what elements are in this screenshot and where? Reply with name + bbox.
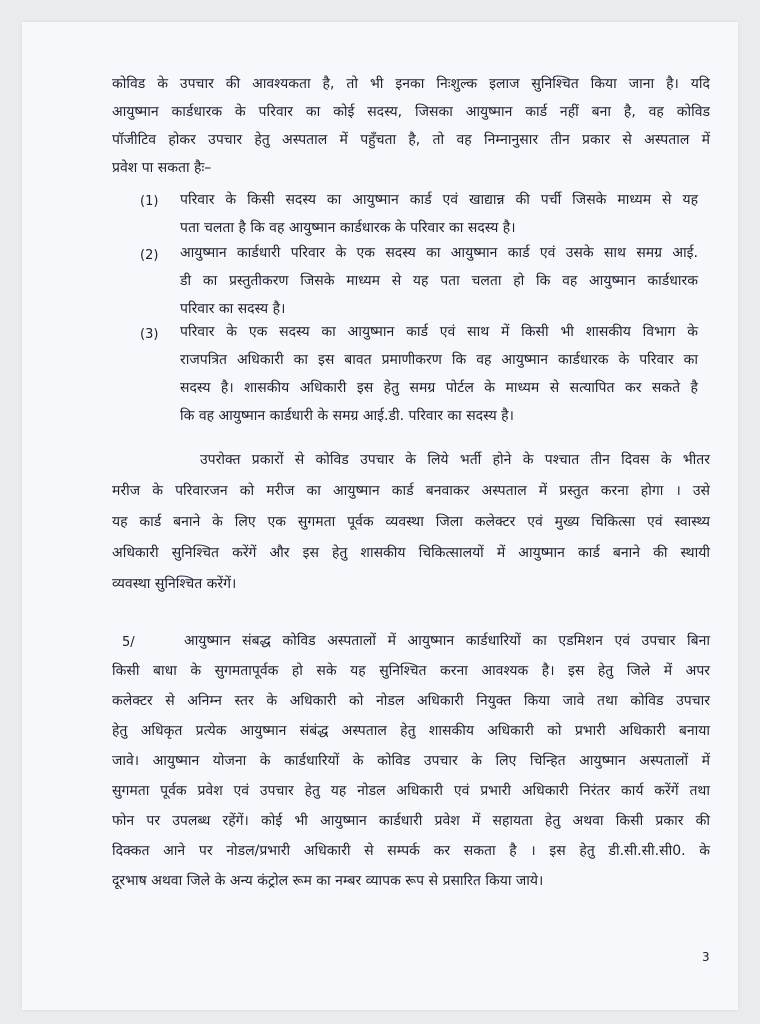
list-item-line: आयुष्मान कार्डधारी परिवार के एक सदस्य का आयुष्मान कार्ड एवं उसके साथ समग्र आई. — [180, 245, 698, 261]
followup-line: अधिकारी सुनिश्चित करेंगें और इस हेतु शासकीय चिकित्सालयों में आयुष्मान कार्ड बनाने की स्थायी — [112, 545, 710, 561]
followup-line: यह कार्ड बनाने के लिए एक सुगमता पूर्वक व्यवस्था जिला कलेक्टर एवं मुख्य चिकित्सा एवं स्वास्थ्य — [112, 514, 710, 530]
followup-line: व्यवस्था सुनिश्चित करेंगें। — [112, 576, 237, 592]
followup-line: मरीज के परिवारजन को मरीज का आयुष्मान कार्ड बनवाकर अस्पताल में प्रस्तुत करना होगा । उसे — [112, 483, 710, 499]
list-item-line: परिवार के एक सदस्य का आयुष्मान कार्ड एवं साथ में किसी भी शासकीय विभाग के — [180, 324, 698, 340]
section-5-line: जावे। आयुष्मान योजना के कार्डधारियों के कोविड उपचार के लिए चिन्हित आयुष्मान अस्पतालों में — [112, 753, 710, 769]
section-5-line: किसी बाधा के सुगमतापूर्वक हो सके यह सुनिश्चित करना आवश्यक है। इस हेतु जिले में अपर — [112, 663, 710, 679]
list-item-number: (2) — [140, 248, 159, 263]
intro-line: कोविड के उपचार की आवश्यकता है, तो भी इनका निःशुल्क इलाज सुनिश्चित किया जाना है। यदि — [112, 76, 710, 92]
list-item-line: सदस्य है। शासकीय अधिकारी इस हेतु समग्र पोर्टल के माध्यम से सत्यापित कर सकते है — [180, 380, 698, 396]
intro-line: पॉजीटिव होकर उपचार हेतु अस्पताल में पहुँचता है, तो वह निम्नानुसार तीन प्रकार से अस्पताल में — [112, 132, 710, 148]
list-item-line: पता चलता है कि वह आयुष्मान कार्डधारक के परिवार का सदस्य है। — [180, 220, 516, 236]
document-page — [22, 22, 738, 1010]
section-5-line: दूरभाष अथवा जिले के अन्य कंट्रोल रूम का नम्बर व्यापक रूप से प्रसारित किया जाये। — [112, 873, 544, 889]
section-5-line: कलेक्टर से अनिम्न स्तर के अधिकारी को नोडल अधिकारी नियुक्त किया जावे तथा कोविड उपचार — [112, 693, 710, 709]
section-5-line: दिक्कत आने पर नोडल/प्रभारी अधिकारी से सम्पर्क कर सकता है । इस हेतु डी.सी.सी.सी0. के — [112, 843, 710, 859]
list-item-number: (3) — [140, 327, 159, 342]
section-number: 5/ — [122, 635, 135, 650]
list-item-line: कि वह आयुष्मान कार्डधारी के समग्र आई.डी. परिवार का सदस्य है। — [180, 408, 514, 424]
list-item-line: राजपत्रित अधिकारी का इस बावत प्रमाणीकरण कि वह आयुष्मान कार्डधारक के परिवार का — [180, 352, 698, 368]
section-5-line: हेतु अधिकृत प्रत्येक आयुष्मान संबंद्ध अस्पताल हेतु शासकीय अधिकारी को प्रभारी अधिकारी बनाया — [112, 723, 710, 739]
intro-line: आयुष्मान कार्डधारक के परिवार का कोई सदस्य, जिसका आयुष्मान कार्ड नहीं बना है, वह कोविड — [112, 104, 710, 120]
list-item-number: (1) — [140, 194, 159, 209]
section-5-line: आयुष्मान संबद्ध कोविड अस्पतालों में आयुष्मान कार्डधारियों का एडमिशन एवं उपचार बिना — [184, 633, 710, 649]
list-item-line: डी का प्रस्तुतीकरण जिसके माध्यम से यह पता चलता हो कि वह आयुष्मान कार्डधारक — [180, 273, 698, 289]
followup-line: उपरोक्त प्रकारों से कोविड उपचार के लिये भर्ती होने के पश्चात तीन दिवस के भीतर — [200, 452, 710, 468]
section-5-line: फोन पर उपलब्ध रहेंगें। कोई भी आयुष्मान कार्डधारी प्रवेश में सहायता हेतु अथवा किसी प्रकार की — [112, 813, 710, 829]
list-item-line: परिवार का सदस्य है। — [180, 301, 286, 317]
page-number: 3 — [702, 950, 710, 964]
intro-line: प्रवेश पा सकता हैः– — [112, 160, 212, 176]
list-item-line: परिवार के किसी सदस्य का आयुष्मान कार्ड एवं खाद्यान्न की पर्ची जिसके माध्यम से यह — [180, 192, 698, 208]
section-5-line: सुगमता पूर्वक प्रवेश एवं उपचार हेतु यह नोडल अधिकारी एवं प्रभारी अधिकारी निरंतर कार्य करेंगें तथा — [112, 783, 710, 799]
